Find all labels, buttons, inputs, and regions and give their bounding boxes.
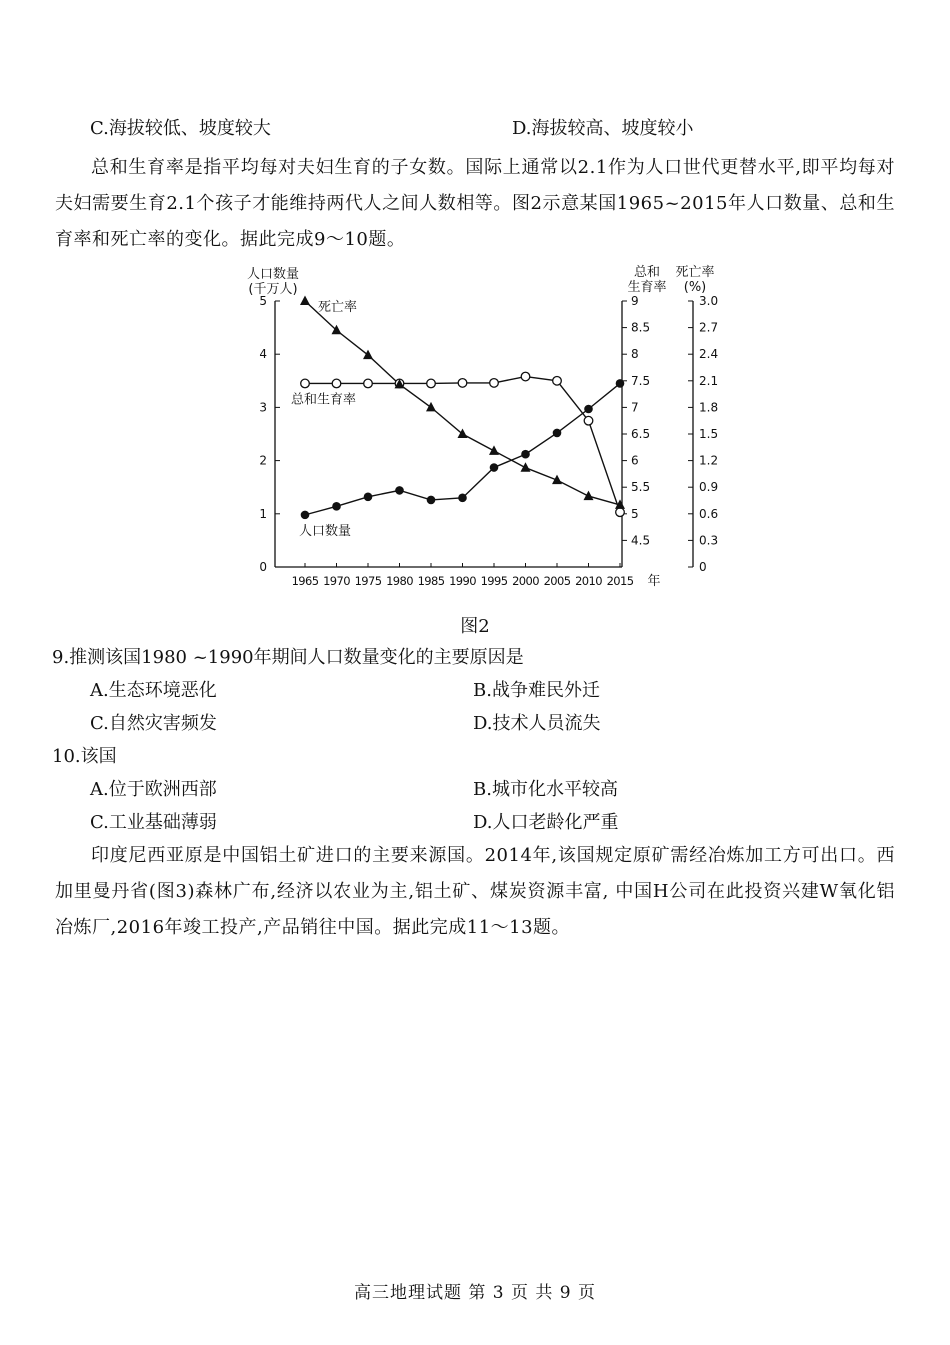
left-tick-label: 2	[259, 453, 267, 468]
population-point	[332, 502, 341, 511]
right-tick-label: 1.5	[699, 427, 719, 441]
mortality-point	[584, 491, 594, 501]
option-c-prev: C.海拔较低、坡度较大	[90, 118, 271, 139]
left-tick-label: 1	[259, 506, 267, 521]
right-axis-title: 死亡率	[675, 265, 715, 280]
x-tick-label: 1980	[386, 574, 413, 588]
outro-paragraph: 印度尼西亚原是中国铝土矿进口的主要来源国。2014年,该国规定原矿需经冶炼加工方可出口。西加里曼丹省(图3)森林广布,经济以农业为主,铝土矿、煤炭资源丰富, 中国H公司在此投资兴建W氧化铝冶炼厂,2016年竣工投产,产品销往中国。据此完成11～13题。	[55, 845, 895, 938]
right-tick-label: 0	[699, 560, 707, 574]
fertility-point	[490, 379, 499, 388]
x-tick-label: 2010	[575, 574, 602, 588]
x-tick-label: 1970	[323, 574, 350, 588]
population-point	[553, 429, 562, 438]
figure-2-chart	[230, 258, 730, 598]
population-point	[427, 496, 436, 505]
mortality-point	[489, 445, 499, 455]
population-point	[301, 511, 310, 520]
x-tick-label: 2005	[543, 574, 571, 588]
fertility-point	[427, 379, 436, 388]
page-footer: 高三地理试题 第 3 页 共 9 页	[353, 1283, 597, 1303]
q9-option-c: C.自然灾害频发	[90, 713, 217, 734]
mid-tick-label: 8.5	[631, 320, 651, 335]
population-series-label: 人口数量	[299, 523, 352, 539]
mortality-point	[300, 296, 310, 306]
population-point	[395, 486, 404, 495]
x-tick-label: 1995	[480, 574, 508, 588]
mortality-series-label: 死亡率	[318, 300, 358, 315]
mid-axis-title-2: 生育率	[627, 280, 667, 295]
x-tick-label: 1975	[354, 574, 382, 588]
mid-tick-label: 6.5	[631, 427, 651, 441]
left-tick-label: 4	[259, 347, 267, 362]
right-tick-label: 1.8	[699, 400, 719, 415]
mortality-point	[363, 350, 373, 360]
q10-option-a: A.位于欧洲西部	[90, 779, 217, 800]
left-axis-title: 人口数量	[246, 267, 300, 282]
population-point	[490, 463, 499, 472]
left-tick-label: 0	[259, 560, 267, 574]
mortality-point	[521, 462, 531, 472]
mid-tick-label: 5.5	[631, 480, 651, 495]
q10-option-c: C.工业基础薄弱	[90, 812, 217, 833]
left-axis-unit: (千万人)	[248, 282, 298, 297]
population-point	[364, 492, 373, 501]
left-tick-label: 5	[259, 294, 267, 308]
right-tick-label: 2.7	[699, 320, 719, 335]
population-point	[616, 379, 625, 388]
right-axis-unit: (%)	[683, 280, 707, 295]
right-tick-label: 2.1	[699, 373, 719, 388]
chart-labels	[247, 265, 715, 539]
mid-tick-label: 7	[631, 400, 639, 415]
q10-stem: 10.该国	[52, 746, 117, 767]
q9-option-a: A.生态环境恶化	[90, 680, 217, 701]
q10-option-b: B.城市化水平较高	[473, 779, 618, 800]
q9-option-d: D.技术人员流失	[473, 713, 601, 734]
population-point	[521, 450, 530, 459]
chart-ticks	[259, 294, 718, 589]
x-tick-label: 2015	[606, 574, 634, 588]
q9-option-b: B.战争难民外迁	[473, 680, 600, 701]
fertility-point	[616, 508, 625, 517]
mid-axis-title: 总和	[633, 265, 661, 280]
x-tick-label: 1965	[291, 574, 319, 588]
right-tick-label: 1.2	[699, 453, 719, 468]
population-point	[458, 494, 467, 503]
mortality-point	[426, 402, 436, 412]
mid-tick-label: 7.5	[631, 373, 651, 388]
fertility-point	[521, 372, 530, 381]
right-tick-label: 0.3	[699, 533, 719, 548]
fertility-point	[332, 379, 341, 388]
right-tick-label: 3.0	[699, 294, 719, 308]
fertility-point	[584, 416, 593, 425]
q9-stem: 9.推测该国1980 ~1990年期间人口数量变化的主要原因是	[52, 647, 524, 668]
mid-tick-label: 9	[631, 294, 639, 308]
chart-lines	[305, 301, 620, 515]
x-axis-label: 年	[647, 574, 661, 589]
figure-caption: 图2	[460, 616, 490, 637]
intro-paragraph: 总和生育率是指平均每对夫妇生育的子女数。国际上通常以2.1作为人口世代更替水平,即平均每对夫妇需要生育2.1个孩子才能维持两代人之间人数相等。图2示意某国1965~2015年人口数量、总和生育率和死亡率的变化。据此完成9～10题。	[55, 157, 895, 250]
right-tick-label: 0.6	[699, 506, 719, 521]
mid-tick-label: 8	[631, 347, 639, 362]
fertility-series-label: 总和生育率	[291, 392, 357, 408]
mid-tick-label: 5	[631, 506, 639, 521]
right-tick-label: 0.9	[699, 480, 719, 495]
fertility-point	[553, 377, 562, 386]
q10-option-d: D.人口老龄化严重	[473, 812, 619, 833]
fertility-point	[364, 379, 373, 388]
left-tick-label: 3	[259, 400, 267, 415]
mortality-point	[458, 429, 468, 439]
fertility-point	[458, 379, 467, 388]
fertility-point	[301, 379, 310, 388]
option-d-prev: D.海拔较高、坡度较小	[512, 118, 694, 139]
x-tick-label: 1985	[417, 574, 445, 588]
x-tick-label: 1990	[449, 574, 476, 588]
x-tick-label: 2000	[512, 574, 539, 588]
mid-tick-label: 6	[631, 453, 639, 468]
mid-tick-label: 4.5	[631, 533, 651, 548]
population-point	[584, 405, 593, 414]
right-tick-label: 2.4	[699, 347, 719, 362]
